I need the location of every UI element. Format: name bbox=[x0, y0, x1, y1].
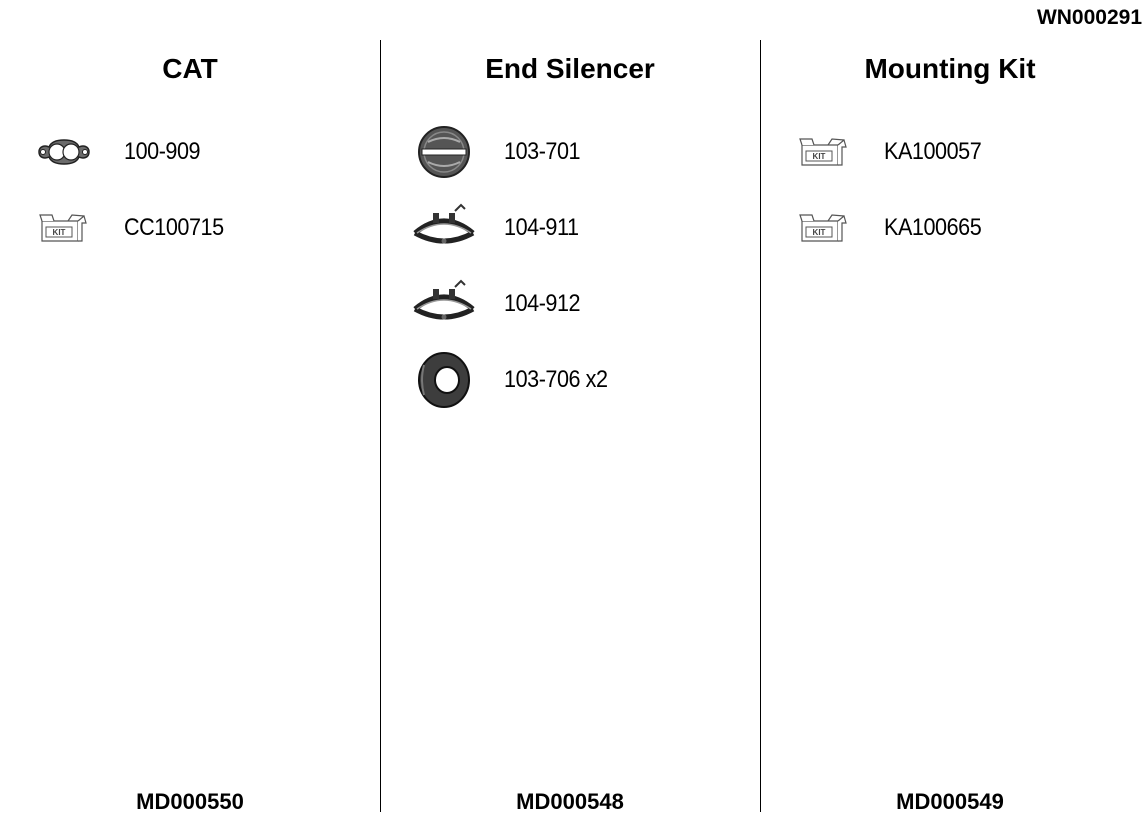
column-title: End Silencer bbox=[485, 53, 655, 84]
rubber-ring-icon bbox=[408, 350, 480, 410]
part-row bbox=[380, 274, 760, 334]
part-row bbox=[0, 122, 380, 182]
kit-label: KIT bbox=[812, 152, 826, 161]
part-row bbox=[0, 198, 380, 258]
kit-label: KIT bbox=[812, 228, 826, 237]
part-number: CC100715 bbox=[124, 214, 224, 241]
column-mounting-kit bbox=[760, 40, 1140, 812]
clamp-icon bbox=[408, 198, 480, 258]
column-title: Mounting Kit bbox=[864, 53, 1036, 84]
part-row bbox=[760, 198, 1140, 258]
document-id: WN000291 bbox=[1036, 6, 1142, 29]
part-number: 104-912 bbox=[504, 290, 581, 317]
part-number: KA100665 bbox=[884, 214, 982, 241]
column-code: MD000548 bbox=[516, 789, 624, 814]
kit-box-icon bbox=[28, 198, 100, 258]
kit-label: KIT bbox=[52, 228, 66, 237]
part-row bbox=[760, 122, 1140, 182]
part-number: 103-706 x2 bbox=[504, 366, 608, 393]
part-row bbox=[380, 122, 760, 182]
column-cat bbox=[0, 40, 380, 812]
part-row bbox=[380, 198, 760, 258]
kit-box-icon bbox=[788, 198, 860, 258]
column-title: CAT bbox=[162, 53, 218, 84]
column-code: MD000550 bbox=[136, 789, 244, 814]
part-number: KA100057 bbox=[884, 138, 982, 165]
part-number: 100-909 bbox=[124, 138, 201, 165]
gasket-icon bbox=[28, 122, 100, 182]
clamp-icon bbox=[408, 274, 480, 334]
part-number: 103-701 bbox=[504, 138, 581, 165]
column-end-silencer bbox=[380, 40, 760, 812]
rubber-mount-icon bbox=[408, 122, 480, 182]
part-number: 104-911 bbox=[504, 214, 579, 241]
column-code: MD000549 bbox=[896, 789, 1004, 814]
kit-box-icon bbox=[788, 122, 860, 182]
part-row bbox=[380, 350, 760, 410]
